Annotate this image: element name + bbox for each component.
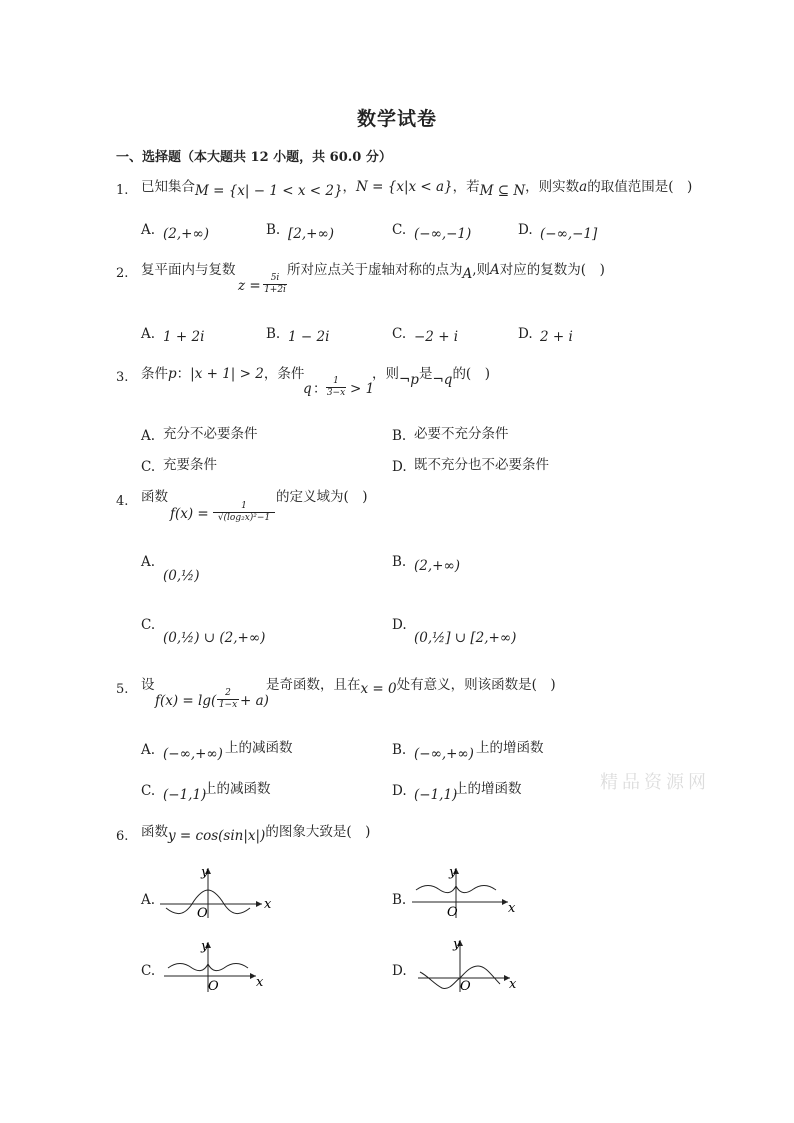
option-value: 既不充分也不必要条件 bbox=[414, 457, 549, 473]
math-expr: f(x) = lg( bbox=[155, 693, 217, 709]
fraction bbox=[217, 688, 239, 711]
y-axis-label: y bbox=[201, 939, 209, 954]
option-value: (0,½) ∪ (2,+∞) bbox=[163, 630, 266, 646]
fraction-denominator: √(log₂x)²−1 bbox=[217, 513, 271, 523]
option-value: −2 + i bbox=[414, 329, 459, 345]
stem-text: ，条件 bbox=[263, 366, 305, 382]
option-label: C. bbox=[141, 783, 156, 799]
option-value: 2 + i bbox=[540, 329, 573, 345]
math-expr: a bbox=[579, 179, 588, 195]
option-label: B. bbox=[392, 428, 407, 444]
option-value: 1 − 2i bbox=[288, 329, 330, 345]
stem-text: 函数 bbox=[141, 824, 168, 840]
math-expr: M = {x| − 1 < x < 2} bbox=[195, 183, 343, 199]
option-label: C. bbox=[141, 459, 156, 475]
question-number: 5. bbox=[116, 682, 129, 697]
option-math: (−∞,+∞) bbox=[163, 746, 223, 762]
x-axis-label: x bbox=[264, 897, 272, 912]
math-expr: q bbox=[303, 381, 312, 397]
x-axis-label: x bbox=[509, 977, 517, 992]
question-number: 6. bbox=[116, 829, 129, 844]
fraction bbox=[326, 376, 346, 399]
math-expr: > 1 bbox=[350, 381, 375, 397]
question-stem bbox=[141, 179, 693, 199]
math-expr: ¬q bbox=[432, 372, 453, 388]
stem-text: 设 bbox=[141, 677, 155, 693]
stem-text: ，则 bbox=[372, 366, 399, 382]
option-value: (−∞,−1) bbox=[414, 226, 472, 242]
question-number: 4. bbox=[116, 494, 129, 509]
option-label: B. bbox=[266, 326, 281, 342]
stem-text: ： bbox=[176, 366, 191, 382]
y-axis-label: y bbox=[201, 865, 209, 880]
math-expr: M ⊆ N bbox=[479, 183, 526, 199]
stem-text: 函数 bbox=[141, 489, 168, 505]
stem-text: ， bbox=[342, 179, 357, 195]
stem-text: ，若 bbox=[452, 179, 480, 195]
stem-text: 的图象大致是( ) bbox=[265, 824, 371, 840]
option-value: (0,½] ∪ [2,+∞) bbox=[414, 630, 517, 646]
question-stem bbox=[141, 824, 371, 844]
graph-a bbox=[160, 864, 272, 922]
option-value: (0,½) bbox=[163, 568, 200, 584]
stem-text: 已知集合 bbox=[141, 179, 195, 195]
question-number: 3. bbox=[116, 370, 129, 385]
stem-text: 的定义域为( ) bbox=[276, 489, 368, 505]
option-math: (−1,1) bbox=[414, 787, 458, 803]
stem-text: 的( ) bbox=[452, 366, 490, 382]
fraction-numerator: 2 bbox=[217, 688, 239, 700]
stem-text: ,则 bbox=[472, 262, 491, 278]
x-axis-label: x bbox=[256, 975, 264, 990]
stem-text: ，则实数 bbox=[525, 179, 580, 195]
graph-b bbox=[412, 864, 524, 922]
option-label: D. bbox=[392, 783, 407, 799]
stem-text: 的取值范围是( ) bbox=[587, 179, 693, 195]
math-expr: ¬p bbox=[399, 372, 419, 388]
question-number: 2. bbox=[116, 266, 129, 281]
page-title: 数学试卷 bbox=[356, 108, 437, 130]
section-heading: 一、选择题（本大题共 12 小题，共 60.0 分） bbox=[116, 150, 392, 165]
question-stem bbox=[266, 677, 556, 697]
stem-text: 处有意义，则该函数是( ) bbox=[396, 677, 556, 693]
option-label: C. bbox=[141, 963, 156, 979]
stem-text: 是奇函数，且在 bbox=[266, 677, 361, 693]
option-label: D. bbox=[392, 459, 407, 475]
fraction-numerator: 1 bbox=[213, 501, 275, 513]
math-expr: |x + 1| > 2 bbox=[190, 366, 264, 382]
option-label: D. bbox=[392, 963, 407, 979]
option-label: B. bbox=[392, 742, 407, 758]
math-expr: + a) bbox=[240, 693, 269, 709]
option-value: 充分不必要条件 bbox=[163, 426, 258, 442]
origin-label: O bbox=[197, 906, 208, 921]
stem-text: ： bbox=[313, 381, 327, 397]
math-expr: A bbox=[462, 266, 473, 282]
option-label: A. bbox=[141, 428, 156, 444]
stem-text: 所对应点关于虚轴对称的点为 bbox=[287, 262, 463, 278]
x-axis-arrow bbox=[256, 901, 262, 907]
option-value: [2,+∞) bbox=[288, 226, 334, 242]
stem-text: 对应的复数为( ) bbox=[499, 262, 605, 278]
option-label: A. bbox=[141, 326, 156, 342]
fraction-denominator: 3−x bbox=[326, 388, 346, 398]
option-value: 上的减函数 bbox=[203, 781, 271, 797]
fraction-numerator: 5i bbox=[263, 273, 287, 285]
option-label: A. bbox=[141, 554, 156, 570]
watermark: 精品资源网 bbox=[600, 772, 710, 793]
question-stem bbox=[372, 366, 490, 388]
option-label: A. bbox=[141, 892, 156, 908]
graph-d bbox=[414, 936, 526, 994]
option-math: (−∞,+∞) bbox=[414, 746, 474, 762]
option-value: 1 + 2i bbox=[163, 329, 205, 345]
option-label: B. bbox=[392, 554, 407, 570]
math-expr: y = cos(sin|x|) bbox=[168, 828, 266, 844]
option-label: D. bbox=[518, 326, 533, 342]
option-value: 上的增函数 bbox=[476, 740, 544, 756]
origin-label: O bbox=[447, 905, 458, 920]
option-value: 上的增函数 bbox=[454, 781, 522, 797]
fraction bbox=[263, 273, 287, 296]
option-label: C. bbox=[141, 617, 156, 633]
question-number: 1. bbox=[116, 183, 129, 198]
fraction-numerator: 1 bbox=[326, 376, 346, 388]
fraction bbox=[213, 501, 275, 524]
stem-text: 是 bbox=[418, 366, 433, 382]
option-value: 充要条件 bbox=[163, 457, 217, 473]
option-label: A. bbox=[141, 742, 156, 758]
stem-text: 复平面内与复数 bbox=[141, 262, 236, 278]
origin-label: O bbox=[460, 979, 471, 994]
graph-c bbox=[164, 938, 276, 996]
option-value: (2,+∞) bbox=[163, 226, 209, 242]
y-axis-label: y bbox=[449, 865, 457, 880]
math-expr: z = bbox=[238, 278, 261, 294]
option-label: A. bbox=[141, 222, 156, 238]
option-value: 必要不充分条件 bbox=[414, 426, 509, 442]
math-expr: N = {x|x < a} bbox=[356, 179, 453, 195]
fraction-denominator: 1−x bbox=[218, 700, 238, 710]
option-value: 上的减函数 bbox=[225, 740, 293, 756]
question-stem bbox=[141, 368, 304, 382]
option-label: D. bbox=[392, 617, 407, 633]
origin-label: O bbox=[208, 979, 219, 994]
math-expr: f(x) = bbox=[170, 506, 209, 522]
y-axis-label: y bbox=[453, 937, 461, 952]
math-expr: p bbox=[168, 366, 177, 382]
option-label: B. bbox=[392, 892, 407, 908]
option-label: C. bbox=[392, 326, 407, 342]
stem-text: 条件 bbox=[141, 366, 168, 382]
fraction-denominator: 1+2i bbox=[264, 285, 286, 295]
option-value: (2,+∞) bbox=[414, 558, 460, 574]
math-expr: x = 0 bbox=[360, 681, 397, 697]
option-label: D. bbox=[518, 222, 533, 238]
option-label: C. bbox=[392, 222, 407, 238]
math-expr: A bbox=[490, 262, 500, 278]
option-label: B. bbox=[266, 222, 281, 238]
x-axis-label: x bbox=[508, 901, 516, 916]
option-value: (−∞,−1] bbox=[540, 226, 598, 242]
question-stem bbox=[287, 262, 605, 282]
option-math: (−1,1) bbox=[163, 787, 207, 803]
